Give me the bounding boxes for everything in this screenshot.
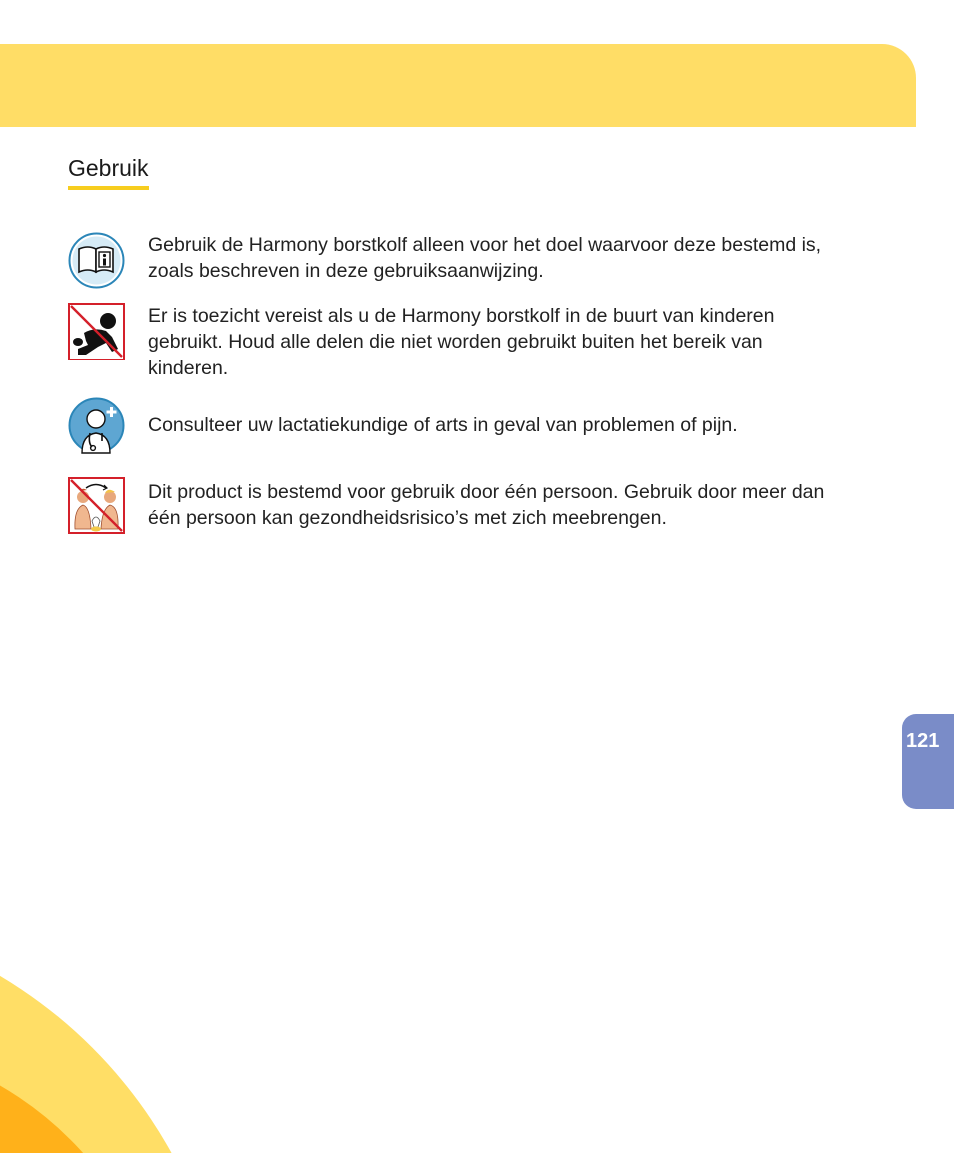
instruction-text: Er is toezicht vereist als u de Harmony borstkolf in de buurt van kinderen gebruikt. Houd alle delen die niet worden gebruikt buiten het bereik van kinderen. [148, 305, 775, 379]
page-number: 121 [906, 730, 940, 752]
instruction-text: Dit product is bestemd voor gebruik door één persoon. Gebruik door meer dan één persoon kan gezondheidsrisico’s met zich meebrengen. [148, 481, 825, 529]
instruction-text: Consulteer uw lactatiekundige of arts in geval van problemen of pijn. [148, 414, 738, 436]
header-band [0, 44, 916, 127]
manual-info-icon [68, 232, 125, 289]
doctor-icon [68, 397, 125, 454]
section-heading: Gebruik [68, 155, 149, 190]
no-sharing-icon [68, 477, 125, 534]
page-number-tab [902, 714, 954, 809]
instruction-text: Gebruik de Harmony borstkolf alleen voor het doel waarvoor deze bestemd is, zoals beschreven in deze gebruiksaanwijzing. [148, 234, 822, 282]
no-children-icon [68, 303, 125, 360]
